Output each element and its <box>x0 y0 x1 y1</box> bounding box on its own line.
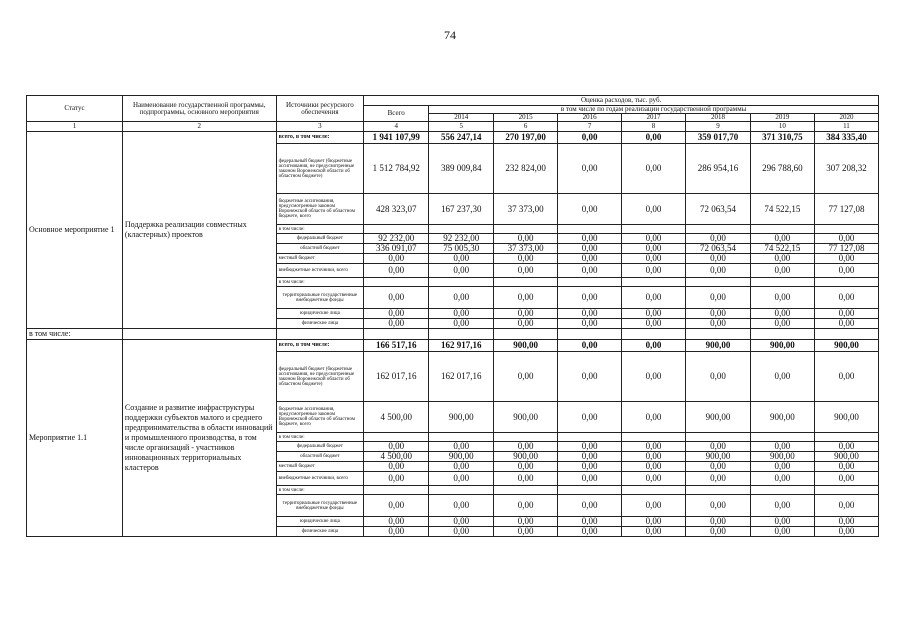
empty-cell <box>750 329 814 340</box>
value-cell <box>429 486 494 495</box>
value-cell: 0,00 <box>558 495 622 517</box>
source-cell: федеральный бюджет <box>276 234 364 244</box>
value-cell <box>685 278 750 287</box>
header-year: 2016 <box>558 114 622 122</box>
value-cell <box>364 278 429 287</box>
column-index: 7 <box>558 122 622 132</box>
value-cell: 0,00 <box>364 264 429 278</box>
value-cell: 0,00 <box>494 527 558 537</box>
source-cell: бюджетные ассигнования, предусмотренные законом Воронежской области об областном бюджете, всего <box>276 402 364 433</box>
value-cell: 166 517,16 <box>364 340 429 352</box>
value-cell: 1 512 784,92 <box>364 144 429 194</box>
value-cell: 0,00 <box>622 527 686 537</box>
value-cell: 0,00 <box>750 517 814 527</box>
value-cell: 0,00 <box>750 287 814 309</box>
value-cell: 0,00 <box>364 495 429 517</box>
value-cell: 0,00 <box>814 254 878 264</box>
value-cell <box>814 433 878 442</box>
value-cell: 0,00 <box>558 254 622 264</box>
value-cell: 0,00 <box>622 352 686 402</box>
value-cell: 900,00 <box>750 340 814 352</box>
empty-cell <box>122 329 276 340</box>
value-cell <box>685 486 750 495</box>
source-cell: областной бюджет <box>276 244 364 254</box>
value-cell: 0,00 <box>750 495 814 517</box>
value-cell: 900,00 <box>494 452 558 462</box>
value-cell: 0,00 <box>814 287 878 309</box>
value-cell <box>494 433 558 442</box>
status-cell: Мероприятие 1.1 <box>27 340 123 537</box>
value-cell <box>814 486 878 495</box>
value-cell: 0,00 <box>558 319 622 329</box>
value-cell: 0,00 <box>622 309 686 319</box>
value-cell: 0,00 <box>622 287 686 309</box>
header-year: 2020 <box>814 114 878 122</box>
table-body <box>27 96 879 537</box>
value-cell: 0,00 <box>429 462 494 472</box>
value-cell: 359 017,70 <box>685 132 750 144</box>
column-index: 10 <box>750 122 814 132</box>
value-cell <box>685 433 750 442</box>
column-index: 3 <box>276 122 364 132</box>
value-cell: 0,00 <box>494 319 558 329</box>
value-cell: 4 500,00 <box>364 402 429 433</box>
value-cell: 0,00 <box>622 264 686 278</box>
value-cell: 0,00 <box>558 352 622 402</box>
value-cell: 75 005,30 <box>429 244 494 254</box>
value-cell <box>429 278 494 287</box>
header-total: Всего <box>364 106 429 122</box>
value-cell: 900,00 <box>429 452 494 462</box>
value-cell <box>622 486 686 495</box>
value-cell: 0,00 <box>364 287 429 309</box>
value-cell: 1 941 107,99 <box>364 132 429 144</box>
column-index: 4 <box>364 122 429 132</box>
value-cell: 0,00 <box>750 254 814 264</box>
value-cell: 0,00 <box>685 462 750 472</box>
value-cell: 270 197,00 <box>494 132 558 144</box>
value-cell: 0,00 <box>429 442 494 452</box>
header-status: Статус <box>27 96 123 122</box>
column-index-row <box>27 122 879 132</box>
source-cell: в том числе: <box>276 486 364 495</box>
value-cell: 0,00 <box>814 517 878 527</box>
value-cell: 0,00 <box>364 309 429 319</box>
page-number: 74 <box>444 28 456 42</box>
value-cell: 0,00 <box>622 132 686 144</box>
value-cell: 0,00 <box>622 402 686 433</box>
empty-cell <box>429 329 494 340</box>
value-cell: 0,00 <box>558 244 622 254</box>
value-cell <box>364 225 429 234</box>
value-cell: 0,00 <box>429 472 494 486</box>
empty-cell <box>814 329 878 340</box>
column-index: 6 <box>494 122 558 132</box>
value-cell: 4 500,00 <box>364 452 429 462</box>
value-cell: 0,00 <box>429 319 494 329</box>
value-cell: 0,00 <box>622 472 686 486</box>
value-cell: 0,00 <box>750 352 814 402</box>
value-cell: 0,00 <box>429 309 494 319</box>
value-cell <box>364 433 429 442</box>
value-cell <box>750 486 814 495</box>
value-cell: 0,00 <box>814 352 878 402</box>
column-index: 11 <box>814 122 878 132</box>
value-cell: 0,00 <box>558 452 622 462</box>
source-cell: внебюджетные источники, всего <box>276 472 364 486</box>
value-cell: 0,00 <box>558 442 622 452</box>
value-cell <box>750 225 814 234</box>
value-cell <box>558 433 622 442</box>
value-cell <box>364 486 429 495</box>
value-cell: 0,00 <box>622 244 686 254</box>
source-cell: областной бюджет <box>276 452 364 462</box>
value-cell: 72 063,54 <box>685 194 750 225</box>
value-cell: 37 373,00 <box>494 244 558 254</box>
value-cell: 0,00 <box>685 442 750 452</box>
value-cell: 74 522,15 <box>750 194 814 225</box>
value-cell: 0,00 <box>685 234 750 244</box>
value-cell: 0,00 <box>558 462 622 472</box>
value-cell: 0,00 <box>364 472 429 486</box>
value-cell: 92 232,00 <box>429 234 494 244</box>
source-cell: юридические лица <box>276 309 364 319</box>
value-cell: 900,00 <box>750 402 814 433</box>
value-cell: 0,00 <box>814 462 878 472</box>
source-cell: федеральный бюджет (бюджетные ассигнования, не предусмотренные законом Воронежской области об областном бюджете) <box>276 352 364 402</box>
value-cell: 0,00 <box>364 442 429 452</box>
source-cell: всего, в том числе: <box>276 340 364 352</box>
separator-label: в том числе: <box>27 329 123 340</box>
value-cell: 0,00 <box>558 194 622 225</box>
value-cell <box>685 225 750 234</box>
value-cell: 0,00 <box>494 442 558 452</box>
value-cell: 0,00 <box>558 402 622 433</box>
value-cell: 307 208,32 <box>814 144 878 194</box>
value-cell: 0,00 <box>364 254 429 264</box>
value-cell: 0,00 <box>494 254 558 264</box>
value-cell: 0,00 <box>814 527 878 537</box>
value-cell: 0,00 <box>429 527 494 537</box>
value-cell: 0,00 <box>494 462 558 472</box>
value-cell: 162 017,16 <box>429 352 494 402</box>
empty-cell <box>364 329 429 340</box>
value-cell <box>622 278 686 287</box>
value-cell: 162 917,16 <box>429 340 494 352</box>
header-year: 2014 <box>429 114 494 122</box>
value-cell: 0,00 <box>558 517 622 527</box>
value-cell: 0,00 <box>558 472 622 486</box>
value-cell: 0,00 <box>685 495 750 517</box>
value-cell: 0,00 <box>622 144 686 194</box>
source-cell: всего, в том числе: <box>276 132 364 144</box>
value-cell: 0,00 <box>814 442 878 452</box>
value-cell: 0,00 <box>750 234 814 244</box>
value-cell: 0,00 <box>494 472 558 486</box>
value-cell: 296 788,60 <box>750 144 814 194</box>
table-row <box>27 132 879 144</box>
column-index: 5 <box>429 122 494 132</box>
value-cell: 0,00 <box>685 472 750 486</box>
value-cell: 0,00 <box>750 264 814 278</box>
value-cell: 0,00 <box>685 517 750 527</box>
value-cell: 0,00 <box>814 319 878 329</box>
column-index: 2 <box>122 122 276 132</box>
source-cell: внебюджетные источники, всего <box>276 264 364 278</box>
value-cell <box>558 486 622 495</box>
value-cell: 74 522,15 <box>750 244 814 254</box>
value-cell: 0,00 <box>750 309 814 319</box>
value-cell: 0,00 <box>685 264 750 278</box>
separator-row <box>27 329 879 340</box>
column-index: 1 <box>27 122 123 132</box>
value-cell: 0,00 <box>750 472 814 486</box>
value-cell: 72 063,54 <box>685 244 750 254</box>
value-cell: 0,00 <box>685 527 750 537</box>
column-index: 9 <box>685 122 750 132</box>
value-cell: 162 017,16 <box>364 352 429 402</box>
value-cell: 0,00 <box>429 517 494 527</box>
name-cell: Поддержка реализации совместных (кластерных) проектов <box>122 132 276 329</box>
source-cell: в том числе: <box>276 225 364 234</box>
value-cell: 77 127,08 <box>814 244 878 254</box>
value-cell <box>622 225 686 234</box>
value-cell: 0,00 <box>814 472 878 486</box>
value-cell: 0,00 <box>364 517 429 527</box>
value-cell: 0,00 <box>558 527 622 537</box>
value-cell: 0,00 <box>685 287 750 309</box>
value-cell: 77 127,08 <box>814 194 878 225</box>
value-cell: 0,00 <box>814 234 878 244</box>
source-cell: в том числе: <box>276 433 364 442</box>
column-index: 8 <box>622 122 686 132</box>
header-year: 2018 <box>685 114 750 122</box>
name-cell: Создание и развитие инфраструктуры поддержки субъектов малого и среднего предпринимательства в области инноваций и промышленного производства, в том числе организаций - участников инновационных территориальных кластеров <box>122 340 276 537</box>
value-cell: 0,00 <box>558 234 622 244</box>
value-cell: 0,00 <box>494 264 558 278</box>
value-cell: 0,00 <box>364 527 429 537</box>
empty-cell <box>494 329 558 340</box>
value-cell <box>750 278 814 287</box>
value-cell: 0,00 <box>494 287 558 309</box>
value-cell <box>814 225 878 234</box>
value-cell: 0,00 <box>494 517 558 527</box>
value-cell <box>494 225 558 234</box>
empty-cell <box>558 329 622 340</box>
value-cell: 900,00 <box>814 402 878 433</box>
value-cell: 900,00 <box>429 402 494 433</box>
source-cell: территориальные государственные внебюджетные фонды <box>276 287 364 309</box>
value-cell: 900,00 <box>685 452 750 462</box>
value-cell: 0,00 <box>494 309 558 319</box>
value-cell: 0,00 <box>494 495 558 517</box>
value-cell: 371 310,75 <box>750 132 814 144</box>
value-cell: 0,00 <box>750 462 814 472</box>
header-estimate: Оценка расходов, тыс. руб. <box>364 96 879 106</box>
source-cell: физические лица <box>276 319 364 329</box>
value-cell <box>494 278 558 287</box>
value-cell: 900,00 <box>814 340 878 352</box>
value-cell: 0,00 <box>685 319 750 329</box>
value-cell: 0,00 <box>429 495 494 517</box>
value-cell <box>622 433 686 442</box>
value-cell: 336 091,07 <box>364 244 429 254</box>
header-name: Наименование государственной программы, подпрограммы, основного мероприятия <box>122 96 276 122</box>
value-cell: 286 954,16 <box>685 144 750 194</box>
source-cell: в том числе: <box>276 278 364 287</box>
value-cell: 0,00 <box>622 234 686 244</box>
value-cell: 0,00 <box>622 254 686 264</box>
value-cell: 0,00 <box>558 264 622 278</box>
value-cell: 232 824,00 <box>494 144 558 194</box>
value-cell: 0,00 <box>558 287 622 309</box>
value-cell: 0,00 <box>429 254 494 264</box>
source-cell: физические лица <box>276 527 364 537</box>
value-cell <box>814 278 878 287</box>
source-cell: местный бюджет <box>276 254 364 264</box>
value-cell: 0,00 <box>814 495 878 517</box>
value-cell: 0,00 <box>622 452 686 462</box>
value-cell: 900,00 <box>814 452 878 462</box>
value-cell: 900,00 <box>494 402 558 433</box>
value-cell: 0,00 <box>622 442 686 452</box>
value-cell: 0,00 <box>558 340 622 352</box>
resource-table <box>26 95 879 537</box>
source-cell: территориальные государственные внебюджетные фонды <box>276 495 364 517</box>
value-cell: 0,00 <box>685 309 750 319</box>
header-by-years: в том числе по годам реализации государственной программы <box>429 106 879 114</box>
value-cell: 900,00 <box>750 452 814 462</box>
value-cell: 0,00 <box>622 462 686 472</box>
source-cell: местный бюджет <box>276 462 364 472</box>
value-cell: 900,00 <box>685 402 750 433</box>
value-cell: 0,00 <box>750 319 814 329</box>
value-cell: 37 373,00 <box>494 194 558 225</box>
value-cell <box>494 486 558 495</box>
value-cell: 0,00 <box>622 319 686 329</box>
value-cell: 0,00 <box>750 527 814 537</box>
empty-cell <box>685 329 750 340</box>
value-cell: 0,00 <box>622 194 686 225</box>
value-cell: 0,00 <box>429 264 494 278</box>
source-cell: федеральный бюджет (бюджетные ассигнования, не предусмотренные законом Воронежской области об областном бюджете) <box>276 144 364 194</box>
value-cell: 0,00 <box>494 352 558 402</box>
value-cell: 0,00 <box>622 495 686 517</box>
value-cell: 0,00 <box>558 144 622 194</box>
value-cell: 0,00 <box>750 442 814 452</box>
value-cell: 0,00 <box>429 287 494 309</box>
value-cell: 0,00 <box>814 264 878 278</box>
value-cell: 0,00 <box>685 352 750 402</box>
value-cell <box>429 225 494 234</box>
header-year: 2019 <box>750 114 814 122</box>
value-cell <box>558 278 622 287</box>
header-year: 2015 <box>494 114 558 122</box>
value-cell: 167 237,30 <box>429 194 494 225</box>
value-cell <box>429 433 494 442</box>
value-cell: 0,00 <box>558 309 622 319</box>
value-cell: 389 009,84 <box>429 144 494 194</box>
value-cell: 900,00 <box>685 340 750 352</box>
value-cell: 0,00 <box>364 462 429 472</box>
value-cell: 92 232,00 <box>364 234 429 244</box>
table-row <box>27 340 879 352</box>
source-cell: юридические лица <box>276 517 364 527</box>
value-cell: 0,00 <box>685 254 750 264</box>
value-cell: 900,00 <box>494 340 558 352</box>
source-cell: федеральный бюджет <box>276 442 364 452</box>
value-cell: 0,00 <box>558 132 622 144</box>
value-cell <box>558 225 622 234</box>
value-cell: 0,00 <box>494 234 558 244</box>
empty-cell <box>276 329 364 340</box>
value-cell: 0,00 <box>622 340 686 352</box>
value-cell: 0,00 <box>814 309 878 319</box>
value-cell: 556 247,14 <box>429 132 494 144</box>
source-cell: бюджетные ассигнования, предусмотренные законом Воронежской области об областном бюджете, всего <box>276 194 364 225</box>
header-sources: Источники ресурсного обеспечения <box>276 96 364 122</box>
value-cell <box>750 433 814 442</box>
status-cell: Основное мероприятие 1 <box>27 132 123 329</box>
empty-cell <box>622 329 686 340</box>
value-cell: 0,00 <box>622 517 686 527</box>
value-cell: 0,00 <box>364 319 429 329</box>
header-year: 2017 <box>622 114 686 122</box>
value-cell: 384 335,40 <box>814 132 878 144</box>
value-cell: 428 323,07 <box>364 194 429 225</box>
